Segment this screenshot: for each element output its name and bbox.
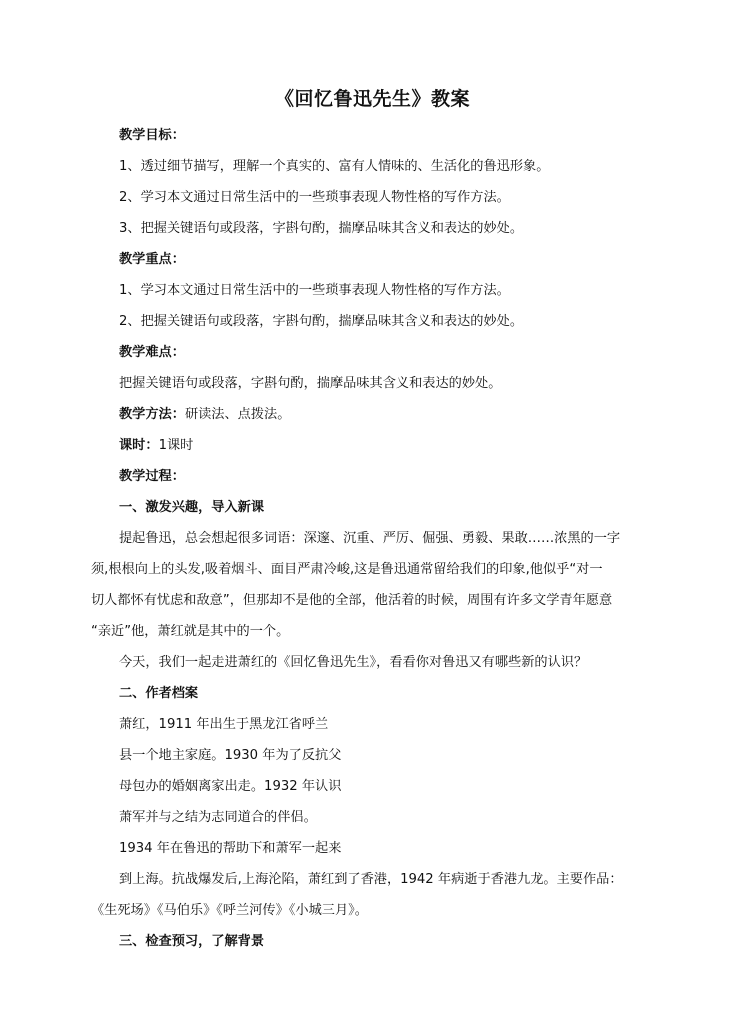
methods-label: 教学方法：: [119, 407, 185, 422]
section1-para1-line1: 提起鲁迅，总会想起很多词语：深邃、沉重、严厉、倔强、勇毅、果敢……浓黑的一字: [119, 531, 621, 546]
author-line-3: 母包办的婚姻离家出走。1932 年认识: [119, 779, 342, 794]
objective-item-2: 2、学习本文通过日常生活中的一些琐事表现人物性格的写作方法。: [119, 190, 510, 205]
author-line-1: 萧红，1911 年出生于黑龙江省呼兰: [119, 717, 329, 732]
methods-line: [119, 406, 290, 424]
section2-heading: 二、作者档案: [119, 686, 199, 701]
process-heading: 教学过程：: [119, 469, 185, 484]
section1-para1-line4: “亲近”他，萧红就是其中的一个。: [91, 624, 290, 639]
hours-label: 课时：: [119, 438, 159, 453]
section1-para1-line2: 须,根根向上的头发,吸着烟斗、面目严肃冷峻,这是鲁迅通常留给我们的印象,他似乎“对一: [91, 562, 603, 577]
author-line-7: 《生死场》《马伯乐》《呼兰河传》《小城三月》。: [91, 903, 368, 918]
key-points-heading: 教学重点：: [119, 252, 185, 267]
hours-value: 1课时: [158, 438, 194, 453]
difficulties-text: 把握关键语句或段落，字斟句酌，揣摩品味其含义和表达的妙处。: [119, 376, 502, 391]
author-line-5: 1934 年在鲁迅的帮助下和萧军一起来: [119, 841, 342, 856]
page-title: 《回忆鲁迅先生》教案: [274, 88, 470, 110]
key-point-item-1: 1、学习本文通过日常生活中的一些琐事表现人物性格的写作方法。: [119, 283, 510, 298]
author-line-6: 到上海。抗战爆发后,上海沦陷，萧红到了香港，1942 年病逝于香港九龙。主要作品：: [119, 872, 623, 887]
section1-heading: 一、激发兴趣，导入新课: [119, 500, 265, 515]
author-line-4: 萧军并与之结为志同道合的伴侣。: [119, 810, 317, 825]
hours-line: [119, 437, 193, 455]
difficulties-heading: 教学难点：: [119, 345, 185, 360]
objectives-heading: 教学目标：: [119, 128, 185, 143]
author-line-2: 县一个地主家庭。1930 年为了反抗父: [119, 748, 342, 763]
section1-para1-line3: 切人都怀有忧虑和敌意”，但那却不是他的全部，他活着的时候，周围有许多文学青年愿意: [91, 593, 613, 608]
methods-value: 研读法、点拨法。: [184, 407, 291, 422]
key-point-item-2: 2、把握关键语句或段落，字斟句酌，揣摩品味其含义和表达的妙处。: [119, 314, 524, 329]
section3-heading: 三、检查预习，了解背景: [119, 934, 265, 949]
objective-item-1: 1、透过细节描写，理解一个真实的、富有人情味的、生活化的鲁迅形象。: [119, 159, 550, 174]
objective-item-3: 3、把握关键语句或段落，字斟句酌，揣摩品味其含义和表达的妙处。: [119, 221, 524, 236]
section1-para2: 今天，我们一起走进萧红的《回忆鲁迅先生》，看看你对鲁迅又有哪些新的认识？: [119, 655, 588, 670]
